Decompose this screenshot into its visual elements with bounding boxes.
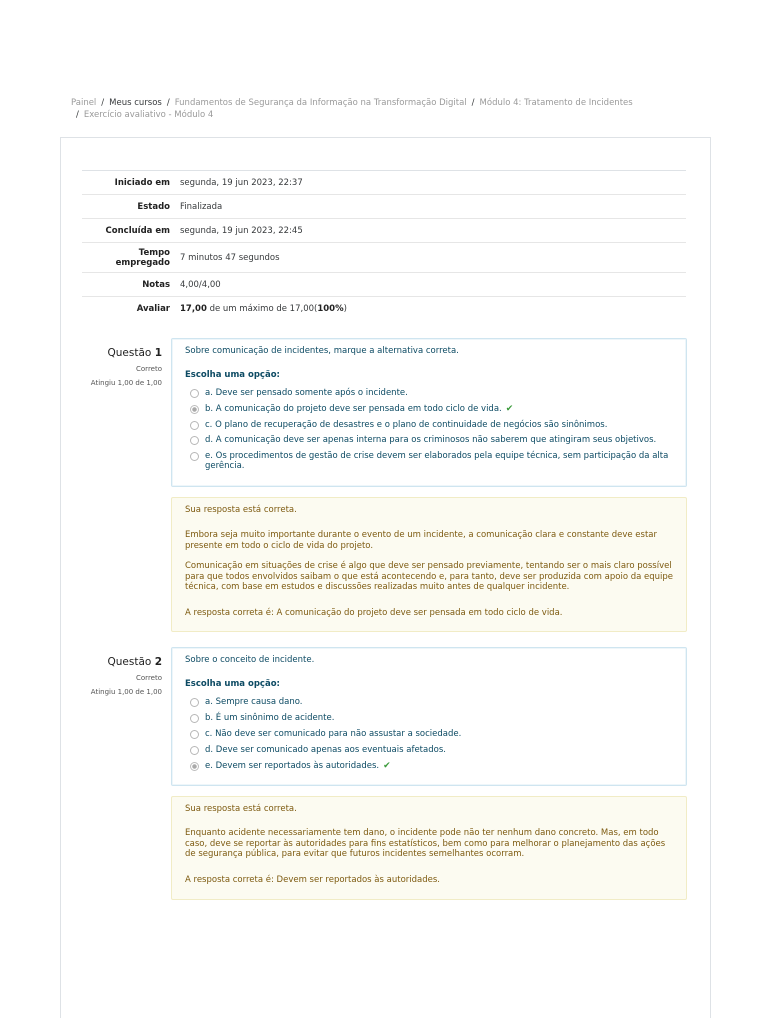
option-b[interactable]: [190, 404, 675, 414]
question-state: Correto: [136, 674, 162, 682]
summary-row-grade: [82, 297, 686, 320]
option-label: c. Não deve ser comunicado para não assustar a sociedade.: [205, 729, 462, 739]
breadcrumb-exercise[interactable]: Exercício avaliativo - Módulo 4: [83, 110, 214, 120]
question-prompt: Escolha uma opção:: [185, 679, 280, 689]
radio-icon[interactable]: [190, 405, 199, 414]
summary-label: Tempo empregado: [115, 247, 170, 268]
summary-value: 4,00/4,00: [180, 279, 221, 290]
question-number: [82, 656, 162, 668]
summary-value: [180, 304, 347, 314]
question-text: Sobre o conceito de incidente.: [185, 655, 315, 665]
option-e[interactable]: [190, 451, 675, 471]
option-e[interactable]: [190, 761, 675, 771]
breadcrumb-separator: /: [166, 98, 170, 108]
question-text: Sobre comunicação de incidentes, marque a alternativa correta.: [185, 346, 459, 356]
summary-row-state: [82, 195, 686, 219]
grade-max-text: de um máximo de 17,00(: [206, 303, 318, 314]
question-1-box: [171, 338, 687, 487]
breadcrumb-course[interactable]: Fundamentos de Segurança da Informação na Transformação Digital: [174, 98, 467, 108]
question-number: [82, 347, 162, 359]
option-label: c. O plano de recuperação de desastres e o plano de continuidade de negócios são sinônimos.: [205, 420, 608, 430]
option-label: d. Deve ser comunicado apenas aos eventuais afetados.: [205, 745, 446, 755]
summary-value: segunda, 19 jun 2023, 22:45: [180, 225, 303, 236]
radio-icon[interactable]: [190, 762, 199, 771]
feedback-status: Sua resposta está correta.: [185, 505, 297, 515]
summary-row-started: [82, 171, 686, 195]
check-icon: ✔: [505, 404, 514, 414]
option-label: e. Devem ser reportados às autoridades.: [205, 761, 380, 771]
question-prompt: Escolha uma opção:: [185, 370, 280, 380]
option-c[interactable]: [190, 420, 675, 430]
check-icon: ✔: [383, 761, 391, 771]
option-a[interactable]: [190, 388, 675, 398]
radio-icon[interactable]: [190, 421, 199, 430]
option-label: b. É um sinônimo de acidente.: [205, 713, 335, 723]
option-d[interactable]: [190, 745, 675, 755]
summary-label: Avaliar: [136, 303, 170, 314]
question-number-value: 2: [154, 656, 162, 668]
option-a[interactable]: [190, 697, 675, 707]
question-1-info: [82, 347, 162, 387]
radio-icon[interactable]: [190, 714, 199, 723]
summary-row-time: [82, 243, 686, 273]
breadcrumb-painel[interactable]: Painel: [71, 98, 97, 108]
breadcrumb: [71, 97, 671, 121]
option-label: b. A comunicação do projeto deve ser pensada em todo ciclo de vida.: [205, 404, 502, 414]
breadcrumb-meus-cursos[interactable]: Meus cursos: [109, 98, 162, 108]
radio-icon[interactable]: [190, 698, 199, 707]
summary-label: Notas: [142, 279, 170, 290]
radio-icon[interactable]: [190, 389, 199, 398]
feedback-paragraph: Enquanto acidente necessariamente tem dano, o incidente pode não ter nenhum dano concreto. Mas, em todo caso, deve se reportar às autoridades para fins estatísticos, bem como para melhorar o planejamento das ações de segurança pública, para evitar que futuros incidentes semelhantes ocorram.: [185, 828, 666, 859]
radio-icon[interactable]: [190, 746, 199, 755]
radio-icon[interactable]: [190, 730, 199, 739]
feedback-paragraph: Comunicação em situações de crise é algo que deve ser pensado previamente, tentando ser o mais claro possível para que todos envolvidos saibam o que está acontecendo e, para tanto, deve ser produzida com apoio da equipe técnica, com base em estudos e discussões realizadas muito antes de qualquer incidente.: [185, 561, 674, 592]
question-grade: Atingiu 1,00 de 1,00: [90, 688, 162, 696]
grade-score: 17,00: [180, 303, 207, 314]
summary-value: segunda, 19 jun 2023, 22:37: [180, 177, 303, 188]
grade-close-paren: ): [343, 303, 347, 314]
summary-value: 7 minutos 47 segundos: [180, 252, 280, 263]
attempt-summary-table: [82, 170, 686, 320]
summary-label: Estado: [137, 201, 170, 212]
question-grade: Atingiu 1,00 de 1,00: [90, 379, 162, 387]
feedback-status: Sua resposta está correta.: [185, 804, 297, 814]
summary-label: Concluída em: [105, 225, 170, 236]
question-prefix: Questão: [107, 656, 155, 668]
summary-label: Iniciado em: [114, 177, 170, 188]
breadcrumb-separator: /: [76, 110, 79, 120]
summary-value: Finalizada: [180, 201, 223, 212]
feedback-paragraph: Embora seja muito importante durante o evento de um incidente, a comunicação clara e constante deve estar presente em todo o ciclo de vida do projeto.: [185, 530, 657, 551]
radio-icon[interactable]: [190, 452, 199, 461]
question-2-box: [171, 647, 687, 786]
quiz-review-region: [60, 137, 711, 1018]
question-number-value: 1: [154, 347, 162, 359]
option-label: a. Deve ser pensado somente após o incidente.: [205, 388, 408, 398]
breadcrumb-module[interactable]: Módulo 4: Tratamento de Incidentes: [479, 98, 633, 108]
option-d[interactable]: [190, 435, 675, 445]
feedback-right-answer: A resposta correta é: Devem ser reportados às autoridades.: [185, 875, 440, 885]
option-c[interactable]: [190, 729, 675, 739]
grade-percent: 100%: [317, 303, 344, 314]
breadcrumb-separator: /: [471, 98, 475, 108]
summary-row-marks: [82, 273, 686, 297]
question-1-feedback: [171, 497, 687, 632]
question-state: Correto: [136, 365, 162, 373]
option-label: d. A comunicação deve ser apenas interna para os criminosos não saberem que atingiram seus objetivos.: [205, 435, 657, 445]
breadcrumb-separator: /: [101, 98, 105, 108]
question-2-feedback: [171, 796, 687, 900]
feedback-right-answer: A resposta correta é: A comunicação do projeto deve ser pensada em todo ciclo de vida.: [185, 608, 563, 618]
radio-icon[interactable]: [190, 436, 199, 445]
summary-row-completed: [82, 219, 686, 243]
question-prefix: Questão: [107, 347, 155, 359]
option-label: a. Sempre causa dano.: [205, 697, 303, 707]
option-label: e. Os procedimentos de gestão de crise devem ser elaborados pela equipe técnica, sem participação da alta gerência.: [205, 451, 669, 471]
question-2-info: [82, 656, 162, 696]
option-b[interactable]: [190, 713, 675, 723]
